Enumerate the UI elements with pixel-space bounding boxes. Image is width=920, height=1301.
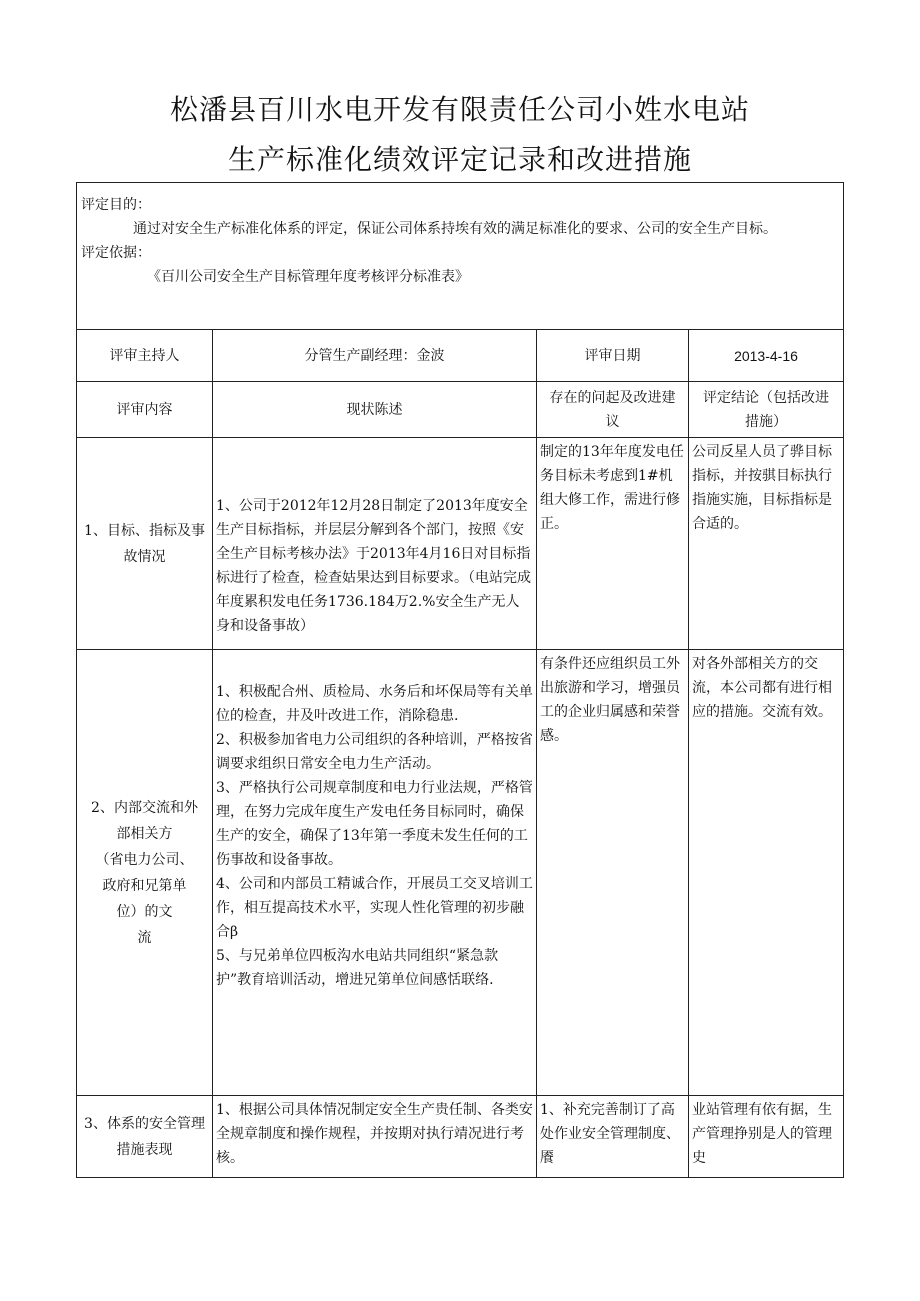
host-value: 分管生产副经理：金波 xyxy=(213,330,537,382)
row2-content xyxy=(77,650,213,1096)
column-header-conclusion: 评定结论（包括改进措施） xyxy=(689,382,844,438)
row2-status xyxy=(213,650,537,1096)
row1-status: 1、公司于2012年12月28日制定了2013年度安全生产目标指标，并层层分解到各个部门，按照《安全生产目标考核办法》于2013年4月16日对目标指标进行了检查，检查姑果达到目标要求。（电站完成年度累积发电任务1736.184万2.%安全生产无人身和设备事故） xyxy=(213,438,537,650)
row3-content: 3、体系的安全管理措施表现 xyxy=(77,1096,213,1178)
row1-problems: 制定的13年年度发电任务目标未考虑到1#机组大修工作，需进行修正。 xyxy=(537,438,689,650)
basis-label: 评定依据： xyxy=(81,245,151,261)
table-row xyxy=(77,438,844,650)
evaluation-table xyxy=(76,182,844,1178)
row1-conclusion: 公司反星人员了骅目标指标，并按骐目标执行指施实施，目标指标是合适的。 xyxy=(689,438,844,650)
basis-text: 《百川公司安全生产目标管理年度考核评分标准表》 xyxy=(147,269,469,285)
date-label: 评审日期 xyxy=(537,330,689,382)
row3-conclusion: 业站管理有依有据，生产管理挣别是人的管理史 xyxy=(689,1096,844,1178)
row2-content-line: 位）的文 xyxy=(116,903,173,920)
row2-problems: 有条件还应组织员工外出旅游和学习，增强员工的企业归属感和荣誉感。 xyxy=(537,650,689,1096)
row3-status: 1、根据公司具体情况制定安全生产贵任制、各类安全规章制度和操作规程，并按期对执行靖况进行考核。 xyxy=(213,1096,537,1178)
purpose-label: 评定目的： xyxy=(81,197,151,213)
column-header-content: 评审内容 xyxy=(77,382,213,438)
table-row xyxy=(77,1096,844,1178)
table-row xyxy=(77,650,844,1096)
row2-status-item: 4、公司和内部员工精诚合作，开展员工交叉培训工作，相互提高技术水平，实现人性化管理的初步融合β xyxy=(216,876,533,940)
row2-content-line: 部相关方 xyxy=(116,825,173,842)
row3-problems: 1、补充完善制订了高处作业安全管理制度、餍 xyxy=(537,1096,689,1178)
row2-content-line: 2、内部交流和外 xyxy=(91,799,198,816)
row2-conclusion: 对各外部相关方的交流，本公司都有进行相应的措施。交流有效。 xyxy=(689,650,844,1096)
document-title-line2: 生产标准化绩效评定记录和改进措施 xyxy=(227,143,692,176)
host-label: 评审主持人 xyxy=(77,330,213,382)
row2-content-line: 政府和兄第单 xyxy=(102,877,187,894)
row1-content: 1、目标、指标及事故情况 xyxy=(77,438,213,650)
column-header-problems: 存在的问起及改进建议 xyxy=(537,382,689,438)
date-value: 2013-4-16 xyxy=(689,330,844,382)
row2-status-item: 1、积极配合州、质检局、水务后和坏保局等有关单位的检查，井及叶改进工作，消除稳患. xyxy=(216,684,533,724)
document-title-line1: 松潘县百川水电开发有限责任公司小姓水电站 xyxy=(169,93,750,126)
row2-status-item: 5、与兄弟单位四板沟水电站共同组织“紧急款护”教育培训活动，增进兄第单位间感恬联络. xyxy=(216,948,499,988)
purpose-text: 通过对安全生产标准化体系的评定，保证公司体系持埃有效的满足标准化的要求、公司的安全生产目标。 xyxy=(133,221,777,237)
column-header-status: 现状陈述 xyxy=(213,382,537,438)
row2-status-item: 3、严格执行公司规章制度和电力行业法规，严格管理，在努力完成年度生产发电任务目标同时，确保生产的安全，确保了13年第一季度未发生任何的工伤事故和设备事故。 xyxy=(216,780,533,868)
row2-content-line: （省电力公司、 xyxy=(95,851,194,868)
intro-section xyxy=(77,183,844,330)
row2-status-item: 2、积极参加省电力公司组织的各种培训，严格按省调要求组织日常安全电力生产活动。 xyxy=(216,732,533,772)
row2-content-line: 流 xyxy=(137,929,152,946)
